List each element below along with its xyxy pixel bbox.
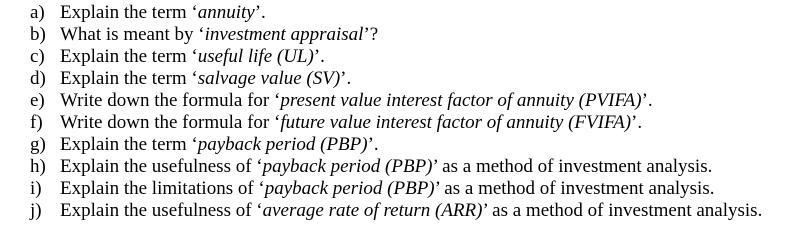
question-text-before: What is meant by ‘ xyxy=(60,24,205,45)
question-text-before: Explain the usefulness of ‘ xyxy=(60,156,263,177)
question-item-c xyxy=(30,46,790,68)
question-term: payback period (PBP) xyxy=(264,178,435,199)
question-label: c) xyxy=(30,46,45,67)
question-term: payback period (PBP) xyxy=(262,156,433,177)
question-term: investment appraisal xyxy=(204,24,364,45)
question-term: present value interest factor of annuity (PVIFA) xyxy=(280,90,642,111)
question-label: i) xyxy=(30,178,42,199)
question-label: e) xyxy=(30,90,45,111)
question-text xyxy=(60,134,790,156)
question-item-f xyxy=(30,112,790,134)
question-text xyxy=(60,90,790,112)
question-list xyxy=(30,2,790,222)
question-text-before: Explain the limitations of ‘ xyxy=(60,178,265,199)
question-item-g xyxy=(30,134,790,156)
question-text-after: ’. xyxy=(313,46,325,67)
question-label: g) xyxy=(30,134,46,155)
question-label: b) xyxy=(30,24,46,45)
question-term: useful life (UL) xyxy=(197,46,314,67)
question-text-before: Explain the term ‘ xyxy=(60,68,198,89)
question-item-h xyxy=(30,156,790,178)
question-text-after: ’. xyxy=(254,2,266,23)
question-text-after: ’. xyxy=(340,68,352,89)
question-term: salvage value (SV) xyxy=(197,68,341,89)
question-term: annuity xyxy=(197,2,255,23)
question-item-a xyxy=(30,2,790,24)
question-text xyxy=(60,156,790,178)
question-text-after: ’ as a method of investment analysis. xyxy=(482,200,763,221)
question-term: average rate of return (ARR) xyxy=(262,200,483,221)
question-label: h) xyxy=(30,156,46,177)
question-text-after: ’ as a method of investment analysis. xyxy=(432,156,713,177)
question-text-before: Explain the usefulness of ‘ xyxy=(60,200,263,221)
question-text-after: ’ as a method of investment analysis. xyxy=(434,178,715,199)
question-label: j) xyxy=(30,200,42,221)
question-label: f) xyxy=(30,112,43,133)
question-text xyxy=(60,178,790,200)
question-item-e xyxy=(30,90,790,112)
question-text xyxy=(60,2,790,24)
question-item-b xyxy=(30,24,790,46)
question-label: d) xyxy=(30,68,46,89)
question-text-before: Explain the term ‘ xyxy=(60,134,198,155)
question-item-j xyxy=(30,200,790,222)
question-item-d xyxy=(30,68,790,90)
question-text xyxy=(60,200,790,222)
question-text-before: Explain the term ‘ xyxy=(60,46,198,67)
question-label: a) xyxy=(30,2,45,23)
question-text-after: ’? xyxy=(363,24,379,45)
question-term: future value interest factor of annuity (FVIFA) xyxy=(280,112,632,133)
question-text-before: Write down the formula for ‘ xyxy=(60,90,281,111)
question-item-i xyxy=(30,178,790,200)
question-text xyxy=(60,68,790,90)
question-text-before: Explain the term ‘ xyxy=(60,2,198,23)
question-text-after: ’. xyxy=(367,134,379,155)
question-text-after: ’. xyxy=(641,90,653,111)
question-text-after: ’. xyxy=(631,112,643,133)
question-term: payback period (PBP) xyxy=(197,134,368,155)
question-text xyxy=(60,112,790,134)
question-text xyxy=(60,46,790,68)
question-text-before: Write down the formula for ‘ xyxy=(60,112,281,133)
question-text xyxy=(60,24,790,46)
